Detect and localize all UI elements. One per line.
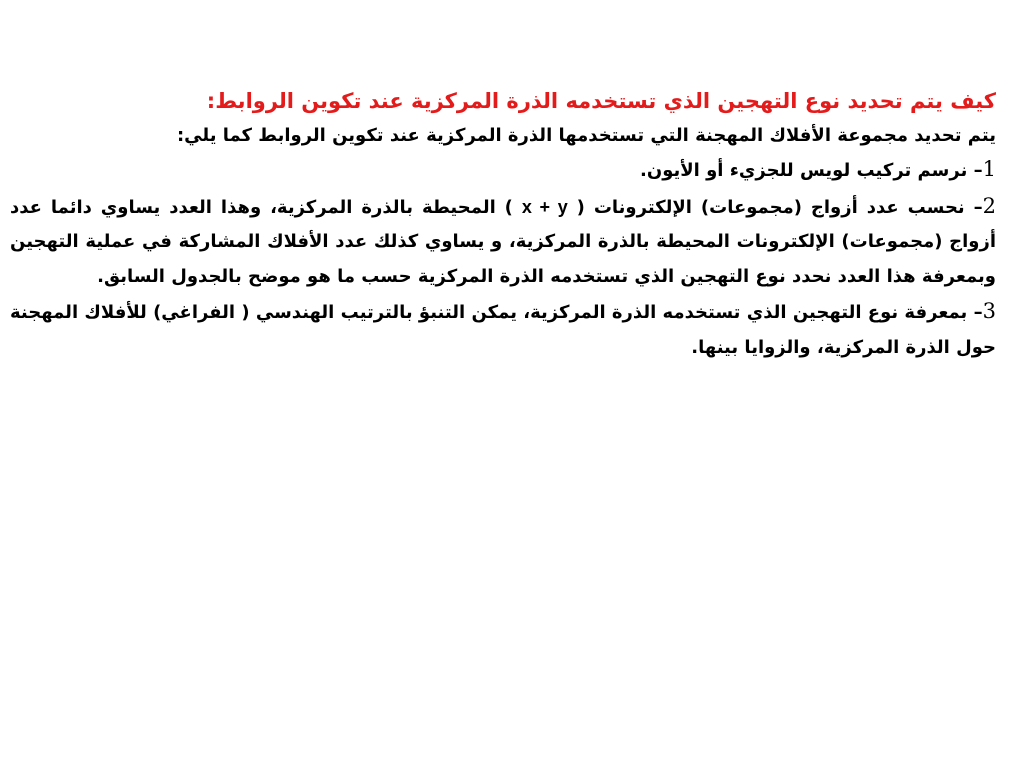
step-dash: – bbox=[964, 196, 983, 218]
step-dash: – bbox=[967, 302, 983, 323]
step-text-after: ) المحيطة بالذرة المركزية، وهذا العدد يساوي دائما عدد أزواج (مجموعات) الإلكترونات المحيطة بالذرة المركزية، و يساوي كذلك عدد الأفلاك المشاركة في عملية التهجين وبمعرفة هذا العدد نحدد نوع التهجين الذي تستخدمه الذرة المركزية حسب ما هو موضح بالجدول السابق. bbox=[10, 196, 996, 287]
step-text-before: نحسب عدد أزواج (مجموعات) الإلكترونات ( bbox=[567, 196, 965, 218]
step-text: بمعرفة نوع التهجين الذي تستخدمه الذرة المركزية، يمكن التنبؤ بالترتيب الهندسي ( الفراغي) للأفلاك المهجنة حول الذرة المركزية، والزوايا بينها. bbox=[10, 302, 996, 358]
step-number: 2 bbox=[982, 193, 996, 218]
slide-content bbox=[10, 82, 996, 365]
slide-title: كيف يتم تحديد نوع التهجين الذي تستخدمه الذرة المركزية عند تكوين الروابط: bbox=[206, 89, 996, 113]
step-number: 1 bbox=[982, 157, 996, 181]
step-3 bbox=[10, 294, 996, 365]
step-number: 3 bbox=[982, 299, 996, 323]
intro-text: يتم تحديد مجموعة الأفلاك المهجنة التي تستخدمها الذرة المركزية عند تكوين الروابط كما يلي: bbox=[176, 125, 996, 146]
step-2 bbox=[10, 189, 996, 295]
step-dash: – bbox=[967, 160, 983, 181]
step-text: نرسم تركيب لويس للجزيء أو الأيون. bbox=[640, 160, 968, 181]
hybrid-expression: x + y bbox=[521, 196, 568, 217]
step-1 bbox=[10, 152, 996, 189]
